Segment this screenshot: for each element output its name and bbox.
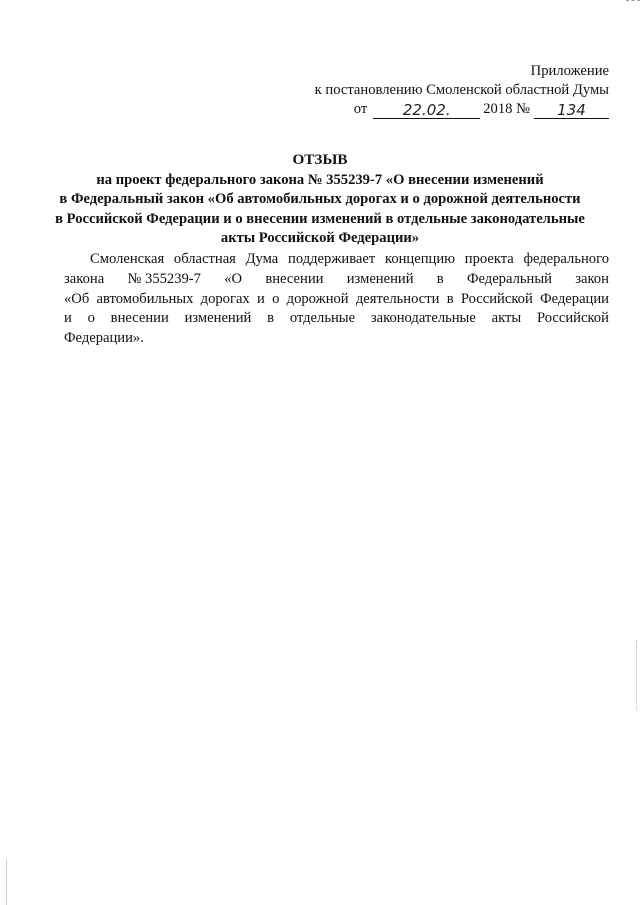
body-word: № 355239-7: [127, 270, 201, 287]
appendix-resolution-ref: к постановлению Смоленской областной Думы: [314, 82, 609, 98]
appendix-block: [315, 62, 609, 119]
body-word: Российской: [536, 310, 609, 327]
title-line: в Российской Федерации и о внесении изменений в отдельные законодательные: [55, 210, 585, 227]
scan-artifact-edge: [635, 640, 637, 710]
body-paragraph: [64, 250, 609, 349]
body-line: «Об автомобильных дорогах и о дорожной деятельности в Российской Федерации: [64, 290, 609, 307]
scan-artifact-top: [626, 0, 640, 3]
body-word: закона: [64, 270, 105, 287]
body-word: о: [87, 310, 95, 327]
body-word: внесении: [265, 270, 324, 287]
scan-artifact-left: [6, 860, 8, 905]
body-line: [64, 270, 609, 290]
body-word: Федеральный: [466, 270, 552, 287]
body-word: и: [64, 310, 72, 327]
body-line: [64, 309, 609, 329]
body-word: законодательные: [370, 310, 476, 327]
appendix-label: Приложение: [530, 63, 609, 79]
date-prefix: от: [353, 101, 368, 117]
handwritten-number: 134: [534, 102, 609, 119]
body-line-words: [64, 270, 609, 290]
body-word: внесении: [110, 310, 169, 327]
title-line: на проект федерального закона № 355239-7 «О внесении изменений: [96, 171, 544, 188]
year-number-label: 2018 №: [483, 101, 530, 117]
title-line: в Федеральный закон «Об автомобильных дорогах и о дорожной деятельности: [59, 191, 581, 207]
body-line: Федерации».: [64, 330, 144, 347]
body-word: закон: [575, 270, 609, 287]
body-word: акты: [491, 310, 522, 327]
body-line-words: [64, 309, 609, 329]
title-line: акты Российской Федерации»: [220, 230, 420, 246]
document-title: [40, 150, 600, 249]
appendix-date-line: [315, 100, 609, 119]
handwritten-date: 22.02.: [373, 102, 480, 119]
body-word: изменений: [184, 310, 252, 327]
body-word: в: [267, 310, 275, 327]
title-heading: ОТЗЫВ: [292, 151, 348, 168]
body-word: отдельные: [289, 310, 356, 327]
body-word: в: [436, 270, 444, 287]
body-word: «О: [224, 270, 243, 287]
body-word: изменений: [346, 270, 414, 287]
body-line: Смоленская областная Дума поддерживает концепцию проекта федерального: [90, 251, 609, 267]
